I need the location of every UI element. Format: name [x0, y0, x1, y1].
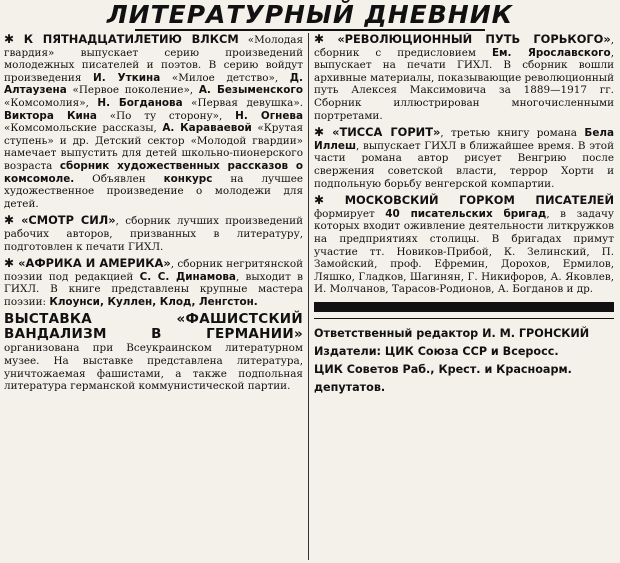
article-heading: [314, 125, 440, 139]
article-text: Объявлен: [74, 172, 164, 185]
article-text: «Крутая ступень» и др. Детский сектор «Молодой гвардии» намечает выпустить для детей школьно-пионерского возраста: [4, 122, 303, 172]
editor-line: Ответственный редактор И. М. ГРОНСКИЙ: [314, 326, 590, 340]
heading-text: «ТИССА ГОРИТ»: [332, 125, 441, 140]
publisher-line: депутатов.: [314, 380, 386, 394]
article-heading: ВЫСТАВКА «ФАШИСТСКИЙ ВАНДАЛИЗМ В ГЕРМАНИИ»: [4, 311, 303, 343]
emphasis-text: сборник художественных рассказов о комсомоле.: [4, 159, 303, 185]
article-heading: [4, 33, 239, 46]
article-text: , третью книгу романа: [440, 127, 585, 140]
bullet-star-icon: ✱: [4, 256, 15, 271]
article-text: «Комсомольские рассказы,: [4, 122, 163, 135]
article-tissa: [314, 126, 614, 190]
bullet-star-icon: ✱: [314, 193, 325, 208]
article-smotr-sil: [4, 214, 303, 253]
article-text: , выходит в ГИХЛ. В книге представлены крупные мастера поэзии:: [4, 270, 303, 308]
bullet-star-icon: ✱: [4, 33, 15, 46]
bullet-star-icon: ✱: [4, 213, 15, 228]
publisher-line: Издатели: ЦИК Союза ССР и Всеросс.: [314, 344, 559, 358]
author-name: И. Уткина: [93, 71, 161, 84]
article-africa-america: [4, 257, 303, 308]
author-name: Виктора Кина: [4, 109, 97, 122]
article-text: , выпускает ГИХЛ в ближайшее время. В этой части романа автор рисует Венгрию после свержения советской власти, террор Хорти и подпольную борьбу венгерской компартии.: [314, 139, 614, 190]
article-heading: [4, 213, 116, 227]
article-komsomol: [4, 33, 303, 210]
author-name: Н. Огнева: [235, 109, 303, 122]
imprint: [314, 325, 614, 397]
article-text: «Первая девушка».: [182, 96, 303, 109]
heading-text: «АФРИКА И АМЕРИКА»: [18, 256, 171, 271]
article-gorky: [314, 33, 614, 122]
heading-text: К ПЯТНАДЦАТИЛЕТИЮ ВЛКСМ: [23, 33, 239, 46]
article-heading: [4, 256, 171, 270]
article-text: , сборник с предисловием: [314, 34, 614, 59]
article-text: , сборник лучших произведений рабочих авторов, призванных в литературу, подготовлен к печати ГИХЛ.: [4, 215, 303, 253]
publisher-line: ЦИК Советов Раб., Крест. и Красноарм.: [314, 362, 572, 376]
author-name: Ем. Ярославского: [491, 46, 611, 59]
article-gorkom: [314, 194, 614, 296]
article-text: «Первое поколение»,: [66, 84, 199, 97]
article-heading: [314, 33, 611, 46]
article-heading: [314, 193, 614, 207]
author-name: Клоунси, Куллен, Клод, Ленгстон.: [49, 295, 258, 308]
author-name: Д. Алтаузена: [4, 71, 303, 97]
author-name: Бела Иллеш: [314, 127, 614, 152]
heading-text: «СМОТР СИЛ»: [21, 213, 116, 228]
author-name: С. С. Динамова: [139, 270, 236, 283]
article-text: , выпускает на печати ГИХЛ. В сборник вошли архивные материалы, показывающие революционный путь Алексея Максимовича за 1889—1917 гг. Сборник иллюстрирован многочисленными портретами.: [314, 46, 614, 122]
bullet-star-icon: ✱: [314, 33, 325, 46]
article-text: «По ту сторону»,: [96, 109, 236, 122]
bullet-star-icon: ✱: [314, 125, 325, 140]
author-name: Н. Богданова: [97, 96, 183, 109]
right-column: [314, 33, 614, 560]
article-text: формирует: [314, 207, 386, 220]
article-text: , в задачу которых входит оживление деятельности литкружков на предприятиях столицы. В бригадах примут участие тт. Новиков-Прибой, К. Зелинский, П. Замойский, проф. Ефремин, Дорохов, Ермилов, Ляшко, Гладков, Шагинян, Г. Никифоров, А. Яковлев, И. Молчанов, Тарасов-Родионов, А. Богданов и др.: [314, 207, 614, 296]
heading-text: МОСКОВСКИЙ ГОРКОМ ПИСАТЕЛЕЙ: [344, 193, 614, 208]
emphasis-text: конкурс: [163, 172, 213, 185]
article-text: «Комсомолия»,: [4, 96, 98, 109]
article-text: «Молодая гвардия» выпускает серию произведений молодежных писателей и поэтов. В серию войдут произведения: [4, 34, 303, 84]
author-name: А. Безыменского: [198, 84, 303, 97]
heading-text: «РЕВОЛЮЦИОННЫЙ ПУТЬ ГОРЬКОГО»: [337, 33, 611, 46]
page-title: ЛИТЕРАТУРНЫЙ ДНЕВНИК: [106, 0, 514, 29]
article-text: организована при Всеукраинском литературном музее. На выставке представлена литература, уничтожаемая фашистами, а также подпольная литература германской коммунистической партии.: [4, 342, 303, 393]
title-underline: [135, 29, 485, 31]
article-text: на лучшее художественное произведение о молодежи для детей.: [4, 172, 303, 210]
column-divider: [308, 33, 309, 560]
article-exhibition: [4, 312, 303, 392]
author-name: А. Караваевой: [162, 122, 252, 135]
article-text: , сборник негритянской поэзии под редакцией: [4, 258, 303, 283]
imprint-rule: [314, 302, 614, 312]
left-column: [4, 33, 303, 560]
article-text: «Милое детство»,: [160, 71, 290, 84]
imprint-rule-thin: [314, 318, 614, 319]
emphasis-text: 40 писательских бригад: [385, 207, 547, 220]
